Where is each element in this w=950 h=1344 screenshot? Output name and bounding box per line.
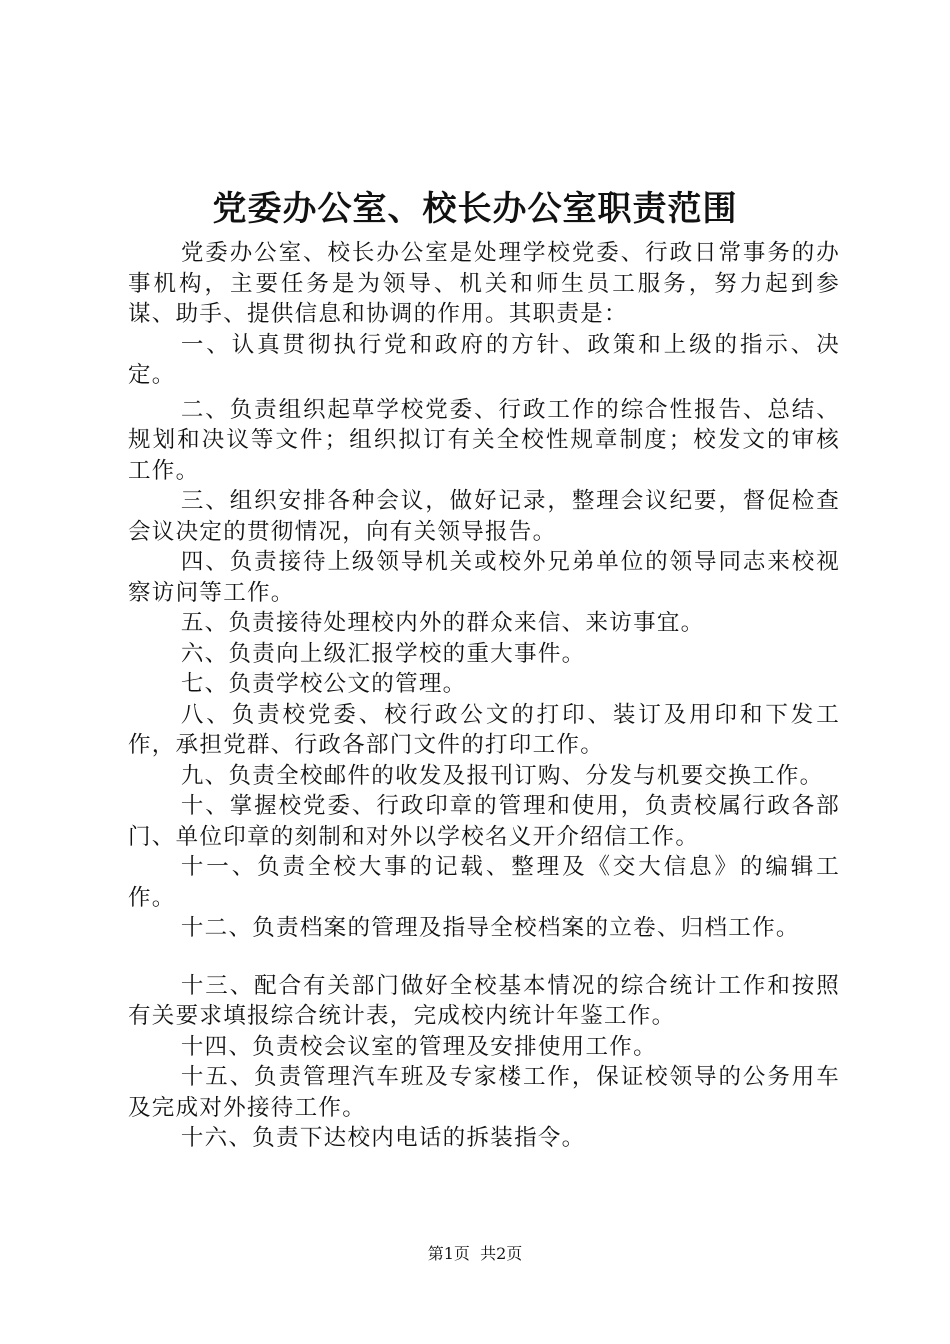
document-body: [128, 238, 840, 1154]
paragraph-item-3: 三、组织安排各种会议，做好记录，整理会议纪要，督促检查会议决定的贯彻情况，向有关领导报告。: [128, 488, 840, 545]
paragraph-item-5: 五、负责接待处理校内外的群众来信、来访事宜。: [180, 610, 705, 636]
paragraph-item-10: 十、掌握校党委、行政印章的管理和使用，负责校属行政各部门、单位印章的刻制和对外以学校名义开介绍信工作。: [128, 793, 840, 850]
paragraph-item-13: 十三、配合有关部门做好全校基本情况的综合统计工作和按照有关要求填报综合统计表，完成校内统计年鉴工作。: [128, 972, 840, 1029]
page-title: 党委办公室、校长办公室职责范围: [212, 189, 738, 229]
paragraph-intro: 党委办公室、校长办公室是处理学校党委、行政日常事务的办事机构，主要任务是为领导、机关和师生员工服务，努力起到参谋、助手、提供信息和协调的作用。其职责是：: [128, 240, 840, 327]
paragraph-item-11: 十一、负责全校大事的记载、整理及《交大信息》的编辑工作。: [128, 854, 840, 911]
paragraph-item-14: 十四、负责校会议室的管理及安排使用工作。: [180, 1033, 657, 1060]
paragraph-item-1: 一、认真贯彻执行党和政府的方针、政策和上级的指示、决定。: [128, 331, 840, 388]
page-number-footer: 第1页 共2页: [427, 1244, 523, 1263]
paragraph-item-6: 六、负责向上级汇报学校的重大事件。: [180, 640, 586, 667]
paragraph-item-8: 八、负责校党委、校行政公文的打印、装订及用印和下发工作，承担党群、行政各部门文件的打印工作。: [128, 701, 840, 758]
paragraph-item-9: 九、负责全校邮件的收发及报刊订购、分发与机要交换工作。: [180, 762, 824, 789]
paragraph-item-4: 四、负责接待上级领导机关或校外兄弟单位的领导同志来校视察访问等工作。: [128, 549, 840, 606]
paragraph-item-2: 二、负责组织起草学校党委、行政工作的综合性报告、总结、规划和决议等文件；组织拟订有关全校性规章制度；校发文的审核工作。: [128, 396, 840, 484]
paragraph-item-16: 十六、负责下达校内电话的拆装指令。: [180, 1125, 586, 1151]
paragraph-item-12: 十二、负责档案的管理及指导全校档案的立卷、归档工作。: [180, 915, 800, 941]
paragraph-item-15: 十五、负责管理汽车班及专家楼工作，保证校领导的公务用车及完成对外接待工作。: [128, 1064, 840, 1121]
paragraph-item-7: 七、负责学校公文的管理。: [180, 671, 467, 697]
